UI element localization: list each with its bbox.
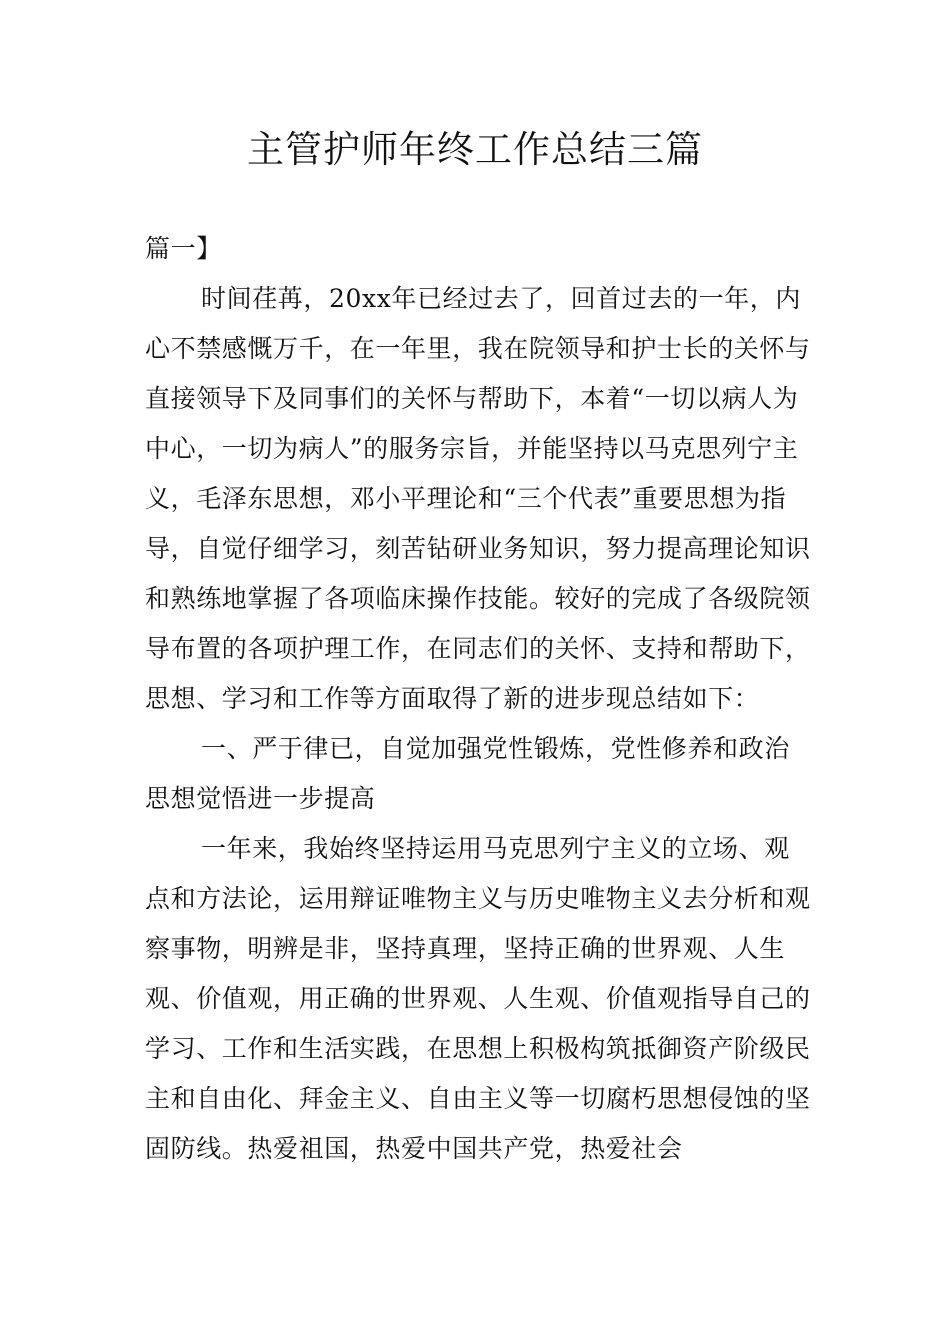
section-label: 篇一】 [145, 234, 222, 263]
document-body [145, 224, 815, 1174]
paragraph-intro: 时间荏苒，20xx年已经过去了，回首过去的一年，内心不禁感慨万千，在一年里，我在院领导和护士长的关怀与直接领导下及同事们的关怀与帮助下，本着“一切以病人为中心，一切为病人”的服务宗旨，并能坚持以马克思列宁主义，毛泽东思想，邓小平理论和“三个代表”重要思想为指导，自觉仔细学习，刻苦钻研业务知识，努力提高理论知识和熟练地掌握了各项临床操作技能。较好的完成了各级院领导布置的各项护理工作，在同志们的关怀、支持和帮助下，思想、学习和工作等方面取得了新的进步现总结如下： [145, 284, 811, 713]
paragraph-body-one: 一年来，我始终坚持运用马克思列宁主义的立场、观点和方法论，运用辩证唯物主义与历史唯物主义去分析和观察事物，明辨是非，坚持真理，坚持正确的世界观、人生观、价值观，用正确的世界观、人生观、价值观指导自己的学习、工作和生活实践，在思想上积极构筑抵御资产阶级民主和自由化、拜金主义、自由主义等一切腐朽思想侵蚀的坚固防线。热爱祖国，热爱中国共产党，热爱社会 [145, 834, 811, 1163]
document-title: 主管护师年终工作总结三篇 [247, 128, 703, 171]
paragraph-heading-one: 一、严于律已，自觉加强党性锻炼，党性修养和政治思想觉悟进一步提高 [145, 734, 790, 813]
